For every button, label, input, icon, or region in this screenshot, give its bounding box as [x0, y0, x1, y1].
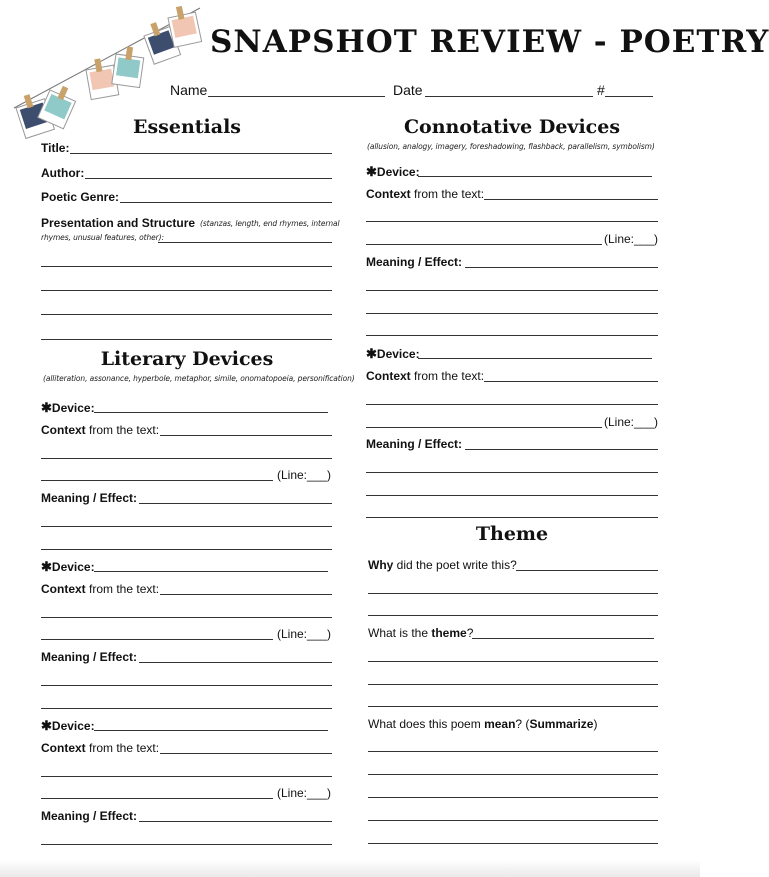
answer-line[interactable]	[41, 339, 332, 340]
answer-line[interactable]	[41, 480, 273, 481]
literary-devices-heading: Literary Devices	[100, 348, 274, 370]
meaning-label: Meaning / Effect:	[366, 437, 463, 451]
meaning-field[interactable]	[465, 267, 658, 268]
line-number-label: (Line:___)	[277, 627, 332, 641]
summary-question: What does this poem mean? (Summarize)	[368, 717, 598, 731]
context-label: Context from the text:	[366, 187, 485, 201]
device-label: ✱Device:	[41, 559, 95, 574]
number-field[interactable]	[605, 96, 653, 97]
answer-line[interactable]	[368, 820, 658, 821]
device-label: ✱Device:	[366, 346, 420, 361]
answer-line[interactable]	[368, 684, 658, 685]
presentation-hint: (stanzas, length, end rhymes, internal	[200, 219, 340, 228]
genre-field[interactable]	[120, 202, 332, 203]
answer-line[interactable]	[366, 335, 658, 336]
presentation-label: Presentation and Structure	[41, 216, 196, 230]
title-label: Title:	[41, 141, 70, 155]
answer-line[interactable]	[368, 615, 658, 616]
why-question: Why did the poet write this?	[368, 558, 517, 572]
answer-line[interactable]	[366, 517, 658, 518]
connotative-devices-heading: Connotative Devices	[403, 116, 621, 138]
genre-label: Poetic Genre:	[41, 190, 120, 204]
answer-line[interactable]	[41, 844, 332, 845]
answer-line[interactable]	[41, 776, 332, 777]
context-label: Context from the text:	[41, 741, 160, 755]
line-number-label: (Line:___)	[604, 415, 659, 429]
answer-line[interactable]	[368, 797, 658, 798]
answer-line[interactable]	[41, 458, 332, 459]
device-field[interactable]	[418, 176, 652, 177]
polaroid-photo	[112, 45, 145, 88]
answer-line[interactable]	[41, 526, 332, 527]
meaning-label: Meaning / Effect:	[41, 491, 138, 505]
name-field[interactable]	[208, 96, 385, 97]
meaning-label: Meaning / Effect:	[41, 650, 138, 664]
answer-line[interactable]	[368, 706, 658, 707]
answer-line[interactable]	[366, 472, 658, 473]
presentation-hint-cont: rhymes, unusual features, other):	[41, 233, 164, 242]
context-field[interactable]	[160, 753, 332, 754]
answer-line[interactable]	[368, 774, 658, 775]
device-label: ✱Device:	[41, 718, 95, 733]
why-field[interactable]	[516, 570, 658, 571]
device-label: ✱Device:	[366, 164, 420, 179]
answer-line[interactable]	[41, 685, 332, 686]
connotative-devices-hint: (allusion, analogy, imagery, foreshadowing, flashback, parallelism, symbolism)	[367, 142, 655, 151]
meaning-field[interactable]	[139, 821, 332, 822]
answer-line[interactable]	[366, 290, 658, 291]
page-bottom-edge	[0, 860, 700, 877]
presentation-field[interactable]	[158, 242, 332, 243]
device-field[interactable]	[94, 412, 328, 413]
context-field[interactable]	[484, 381, 658, 382]
answer-line[interactable]	[366, 221, 658, 222]
answer-line[interactable]	[366, 244, 602, 245]
meaning-field[interactable]	[139, 662, 332, 663]
answer-line[interactable]	[41, 314, 332, 315]
theme-heading: Theme	[475, 523, 549, 545]
answer-line[interactable]	[41, 549, 332, 550]
context-field[interactable]	[160, 435, 332, 436]
author-label: Author:	[41, 166, 85, 180]
date-label: Date	[393, 82, 423, 98]
device-label: ✱Device:	[41, 400, 95, 415]
essentials-heading: Essentials	[133, 116, 241, 138]
answer-line[interactable]	[368, 751, 658, 752]
answer-line[interactable]	[368, 593, 658, 594]
context-label: Context from the text:	[41, 582, 160, 596]
answer-line[interactable]	[366, 404, 658, 405]
number-label: #	[597, 82, 605, 98]
device-field[interactable]	[94, 730, 328, 731]
answer-line[interactable]	[41, 290, 332, 291]
answer-line[interactable]	[366, 313, 658, 314]
line-number-label: (Line:___)	[604, 232, 659, 246]
name-label: Name	[170, 82, 208, 98]
title-field[interactable]	[70, 153, 332, 154]
context-field[interactable]	[160, 594, 332, 595]
line-number-label: (Line:___)	[277, 468, 332, 482]
device-field[interactable]	[418, 358, 652, 359]
meaning-field[interactable]	[465, 449, 658, 450]
answer-line[interactable]	[41, 617, 332, 618]
author-field[interactable]	[85, 178, 332, 179]
answer-line[interactable]	[41, 798, 273, 799]
answer-line[interactable]	[366, 427, 602, 428]
page-title: SNAPSHOT REVIEW - POETRY	[210, 24, 769, 60]
theme-question: What is the theme?	[368, 626, 474, 640]
line-number-label: (Line:___)	[277, 786, 332, 800]
meaning-label: Meaning / Effect:	[366, 255, 463, 269]
literary-devices-hint: (alliteration, assonance, hyperbole, metaphor, simile, onomatopoeia, personification)	[43, 374, 355, 383]
answer-line[interactable]	[368, 661, 658, 662]
context-field[interactable]	[484, 199, 658, 200]
date-field[interactable]	[425, 96, 593, 97]
context-label: Context from the text:	[366, 369, 485, 383]
context-label: Context from the text:	[41, 423, 160, 437]
answer-line[interactable]	[41, 708, 332, 709]
answer-line[interactable]	[368, 843, 658, 844]
theme-field[interactable]	[472, 638, 654, 639]
meaning-label: Meaning / Effect:	[41, 809, 138, 823]
answer-line[interactable]	[366, 495, 658, 496]
meaning-field[interactable]	[139, 503, 332, 504]
answer-line[interactable]	[41, 639, 273, 640]
device-field[interactable]	[94, 571, 328, 572]
answer-line[interactable]	[41, 266, 332, 267]
